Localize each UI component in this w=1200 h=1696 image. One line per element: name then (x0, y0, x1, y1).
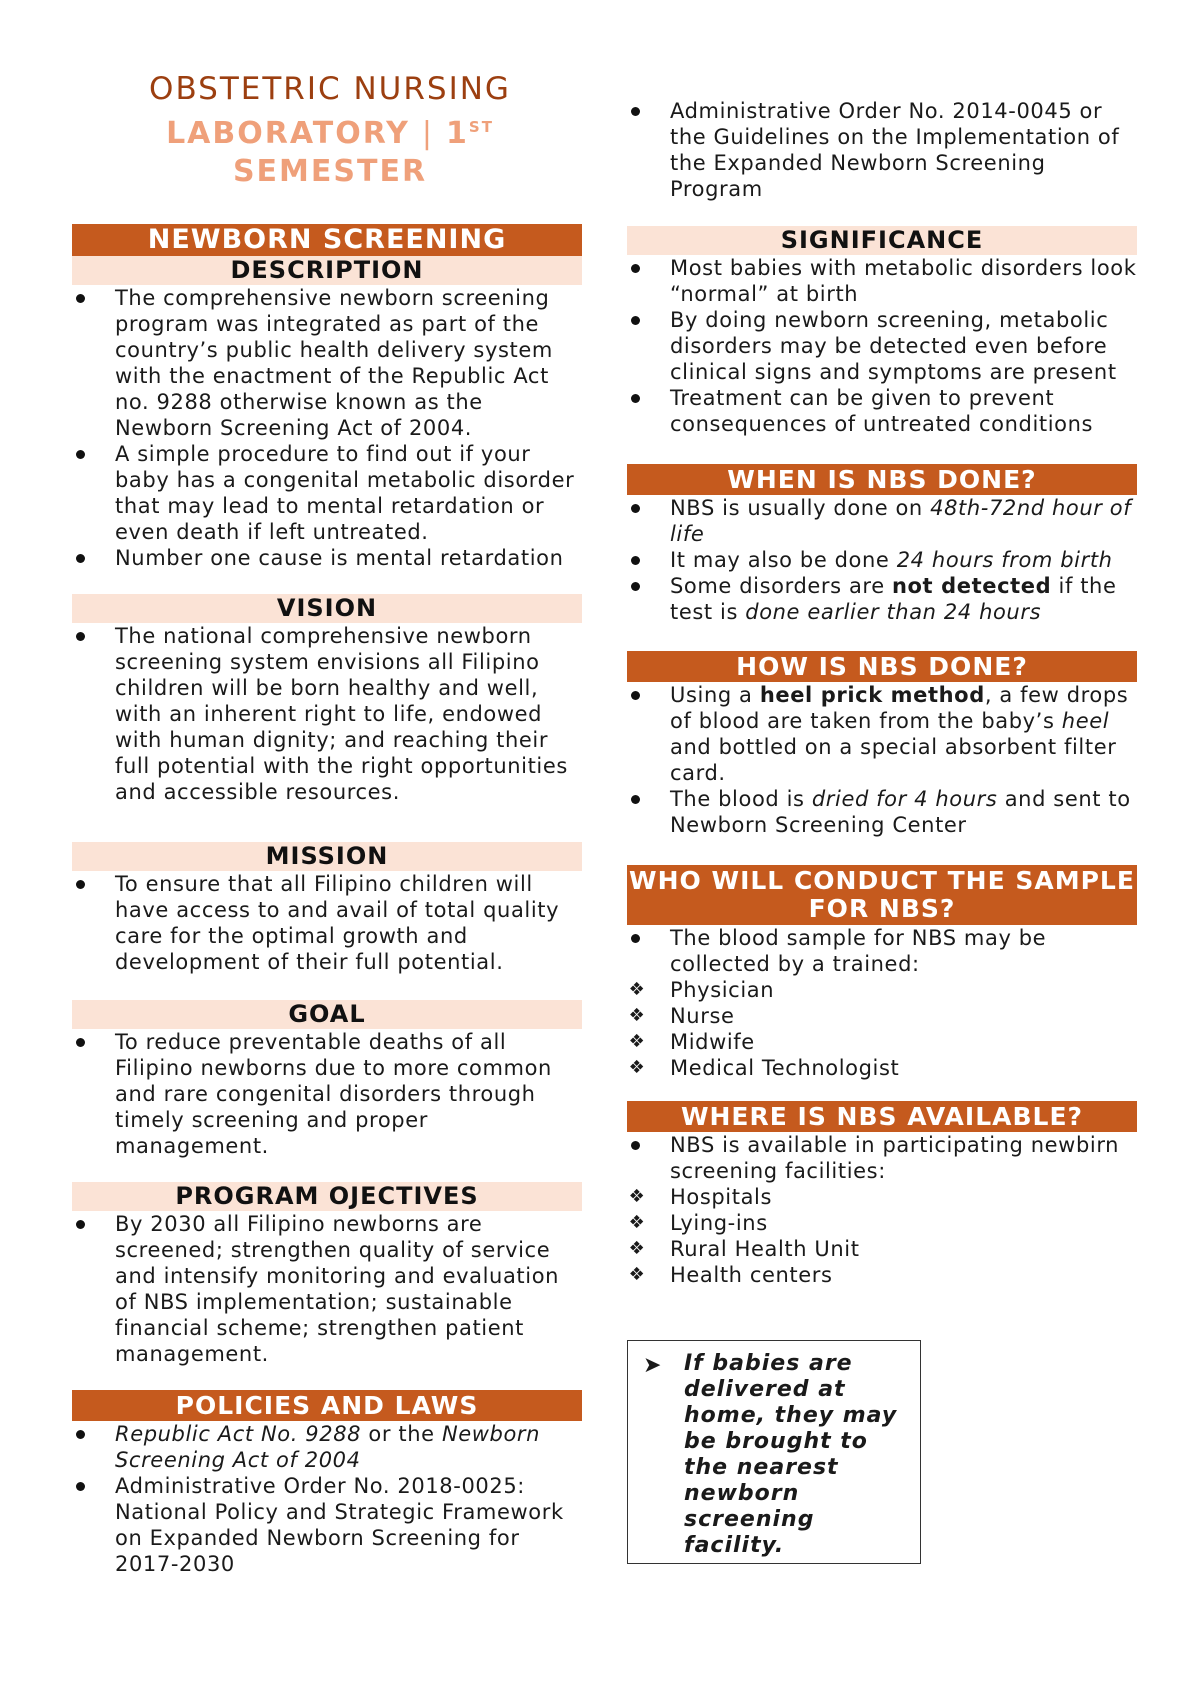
title-line-3: SEMESTER (232, 154, 428, 189)
description-header: DESCRIPTION (72, 256, 582, 285)
list-item: NBS is available in participating newbirn screening facilities: (670, 1133, 1120, 1183)
significance-section (627, 226, 1137, 437)
mission-section (72, 842, 582, 975)
list-item: Administrative Order No. 2014-0045 or the Guidelines on the Implementation of the Expanded Newborn Screening Program (670, 99, 1120, 201)
list-item: Using a heel prick method, a few drops of blood are taken from the baby’s heel and bottled on a special absorbent filter card. (670, 683, 1129, 785)
goal-section (72, 1000, 582, 1159)
title-line-1: OBSTETRIC NURSING (149, 71, 511, 107)
list-item: ❖ Rural Health Unit (628, 1237, 860, 1261)
list-item: Most babies with metabolic disorders look “normal” at birth (670, 256, 1137, 306)
list-item: Number one cause is mental retardation (115, 546, 564, 570)
diamond-bullet-icon: ❖ (628, 1264, 646, 1285)
diamond-bullet-icon: ❖ (628, 1057, 646, 1078)
when-section (627, 464, 1137, 625)
list-item: To reduce preventable deaths of all Filipino newborns due to more common and rare congenital disorders through timely screening and proper management. (115, 1030, 552, 1158)
list-item: The comprehensive newborn screening program was integrated as part of the country’s public health delivery system with the enactment of the Republic Act no. 9288 otherwise known as the Newborn Screening Act of 2004. (115, 286, 553, 440)
arrow-bullet-icon: ➤ (643, 1353, 662, 1378)
list-item: Some disorders are not detected if the test is done earlier than 24 hours (670, 574, 1117, 624)
list-item: ❖ Lying-ins (628, 1211, 768, 1235)
when-header: WHEN IS NBS DONE? (627, 464, 1137, 495)
how-section (627, 651, 1137, 838)
list-item: The blood is dried for 4 hours and sent to Newborn Screening Center (670, 787, 1131, 837)
vision-header: VISION (72, 594, 582, 623)
note-text: If babies are delivered at home, they may be brought to the nearest newborn screening facility. (684, 1351, 898, 1558)
diamond-bullet-icon: ❖ (628, 1031, 646, 1052)
title-separator: | (421, 116, 435, 151)
list-item: ❖ Hospitals (628, 1185, 773, 1209)
how-header: HOW IS NBS DONE? (627, 651, 1137, 682)
list-item: ❖ Midwife (628, 1030, 755, 1054)
policies-header: POLICIES AND LAWS (72, 1390, 582, 1421)
main-section-header: NEWBORN SCREENING (72, 224, 582, 256)
where-header: WHERE IS NBS AVAILABLE? (627, 1101, 1137, 1132)
significance-header: SIGNIFICANCE (627, 226, 1137, 255)
diamond-bullet-icon: ❖ (628, 1238, 646, 1259)
list-item: Administrative Order No. 2018-0025: National Policy and Strategic Framework on Expanded Newborn Screening for 2017-2030 (115, 1474, 564, 1576)
description-list (72, 285, 582, 571)
objectives-section (72, 1182, 582, 1367)
title-laboratory: LABORATORY (166, 116, 410, 151)
list-item: ❖ Nurse (628, 1004, 735, 1028)
who-section (627, 865, 1137, 1081)
list-item: To ensure that all Filipino children will have access to and avail of total quality care for the optimal growth and development of their full potential. (115, 872, 560, 974)
title-line-2 (70, 108, 590, 153)
policies-continued (627, 98, 1137, 202)
list-item: A simple procedure to find out if your baby has a congenital metabolic disorder that may lead to mental retardation or even death if left untreated. (115, 442, 575, 544)
vision-section (72, 594, 582, 805)
diamond-bullet-icon: ❖ (628, 1212, 646, 1233)
list-item: ❖ Physician (628, 978, 775, 1002)
list-item: ❖ Health centers (628, 1263, 833, 1287)
who-header: WHO WILL CONDUCT THE SAMPLE FOR NBS? (627, 865, 1137, 925)
where-section (627, 1101, 1137, 1288)
home-delivery-note-box (627, 1340, 921, 1564)
document-title (70, 70, 590, 191)
goal-header: GOAL (72, 1000, 582, 1029)
list-item: NBS is usually done on 48th-72nd hour of life (670, 496, 1132, 546)
diamond-bullet-icon: ❖ (628, 1005, 646, 1026)
newborn-screening-section (72, 224, 582, 571)
diamond-bullet-icon: ❖ (628, 1186, 646, 1207)
policies-section (72, 1390, 582, 1577)
mission-header: MISSION (72, 842, 582, 871)
list-item: It may also be done 24 hours from birth (670, 548, 1113, 572)
list-item: Treatment can be given to prevent consequences of untreated conditions (670, 386, 1094, 436)
objectives-header: PROGRAM OJECTIVES (72, 1182, 582, 1211)
list-item: By doing newborn screening, metabolic disorders may be detected even before clinical signs and symptoms are present (670, 308, 1117, 384)
list-item: Republic Act No. 9288 or the Newborn Screening Act of 2004 (115, 1422, 541, 1472)
list-item: ❖ Medical Technologist (628, 1056, 900, 1080)
title-number: 1 (446, 116, 469, 151)
list-item: By 2030 all Filipino newborns are screened; strengthen quality of service and intensify monitoring and evaluation of NBS implementation; sustainable financial scheme; strengthen patient management. (115, 1212, 560, 1366)
diamond-bullet-icon: ❖ (628, 979, 646, 1000)
title-superscript: ST (468, 118, 494, 136)
list-item: The blood sample for NBS may be collected by a trained: (670, 926, 1047, 976)
list-item: The national comprehensive newborn screening system envisions all Filipino children will be born healthy and well, with an inherent right to life, endowed with human dignity; and reaching their full potential with the right opportunities and accessible resources. (115, 624, 568, 804)
